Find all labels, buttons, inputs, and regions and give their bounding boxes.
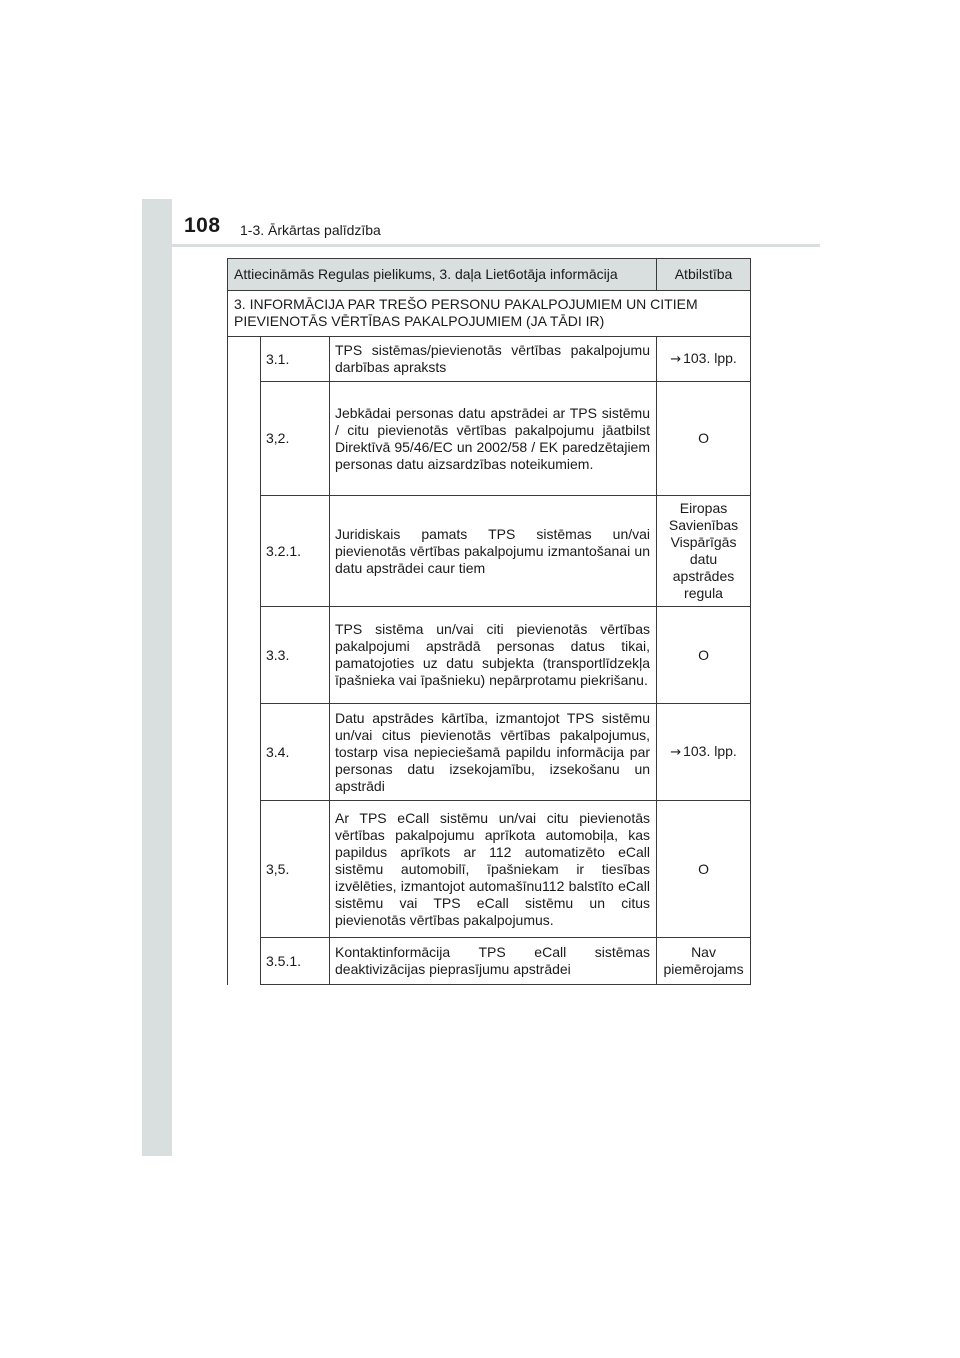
page-number: 108: [184, 214, 221, 237]
table-row: [228, 801, 751, 938]
table-row: [228, 704, 751, 801]
table-row: [228, 496, 751, 607]
row-conformity: [657, 704, 751, 801]
row-conformity: [657, 337, 751, 382]
row-number: 3.2.1.: [261, 496, 330, 607]
row-conformity: O: [657, 801, 751, 938]
row-description: TPS sistēma un/vai citi pievienotās vērtības pakalpojumi apstrādā personas datus tikai, pamatojoties uz datu subjekta (transportlīdzekļa īpašnieka vai īpašnieku) nepārprotamu piekrišanu.: [330, 607, 657, 704]
row-conformity: O: [657, 607, 751, 704]
section-heading: 3. INFORMĀCIJA PAR TREŠO PERSONU PAKALPOJUMIEM UN CITIEM PIEVIENOTĀS VĒRTĪBAS PAKALPOJUMIEM (JA TĀDI IR): [228, 291, 751, 337]
row-conformity: Eiropas Savienības Vispārīgās datu apstrādes regula: [657, 496, 751, 607]
table-row: [228, 607, 751, 704]
row-number: 3,5.: [261, 801, 330, 938]
section-row: [228, 291, 751, 337]
table-row: [228, 938, 751, 985]
row-number: 3,2.: [261, 382, 330, 496]
row-description: Datu apstrādes kārtība, izmantojot TPS sistēmu un/vai citus pievienotās vērtības pakalpojumus, tostarp visa nepieciešamā papildu informācija par personas datu izsekojamību, izsekošanu un apstrādi: [330, 704, 657, 801]
row-number: 3.5.1.: [261, 938, 330, 985]
row-description: Ar TPS eCall sistēmu un/vai citu pievienotās vērtības pakalpojumu aprīkota automobiļa, kas papildus aprīkots ar 112 automatizēto eCall sistēmu automobilī, īpašniekam ir tiesības izvēlēties, izmantojot automašīnu112 balstīto eCall sistēmu vai TPS eCall sistēmu un citus pievienotās vērtības pakalpojumus.: [330, 801, 657, 938]
page-reference: 103. lpp.: [683, 350, 737, 366]
side-band: [142, 199, 172, 1156]
arrow-right-icon: →: [670, 352, 682, 367]
table-row: [228, 337, 751, 382]
row-description: Juridiskais pamats TPS sistēmas un/vai pievienotās vērtības pakalpojumu izmantošanai un datu apstrādei caur tiem: [330, 496, 657, 607]
arrow-right-icon: →: [670, 745, 682, 760]
row-description: TPS sistēmas/pievienotās vērtības pakalpojumu darbības apraksts: [330, 337, 657, 382]
row-description: Jebkādai personas datu apstrādei ar TPS sistēmu / citu pievienotās vērtības pakalpojumu jāatbilst Direktīvā 95/46/EC un 2002/58 / EK paredzētajiem personas datu aizsardzības noteikumiem.: [330, 382, 657, 496]
row-conformity: Nav piemērojams: [657, 938, 751, 985]
table-header-row: [228, 259, 751, 291]
row-number: 3.1.: [261, 337, 330, 382]
indent-cell: [228, 337, 261, 985]
conformity-table: [227, 258, 751, 985]
page-reference: 103. lpp.: [683, 743, 737, 759]
header-rule: [172, 244, 820, 247]
header-conformity: Atbilstība: [657, 259, 751, 291]
header-title: Attiecināmās Regulas pielikums, 3. daļa Liet6otāja informācija: [228, 259, 657, 291]
row-number: 3.4.: [261, 704, 330, 801]
row-conformity: O: [657, 382, 751, 496]
row-number: 3.3.: [261, 607, 330, 704]
row-description: Kontaktinformācija TPS eCall sistēmas deaktivizācijas pieprasījumu apstrādei: [330, 938, 657, 985]
section-title: 1-3. Ārkārtas palīdzība: [240, 222, 381, 238]
table-row: [228, 382, 751, 496]
